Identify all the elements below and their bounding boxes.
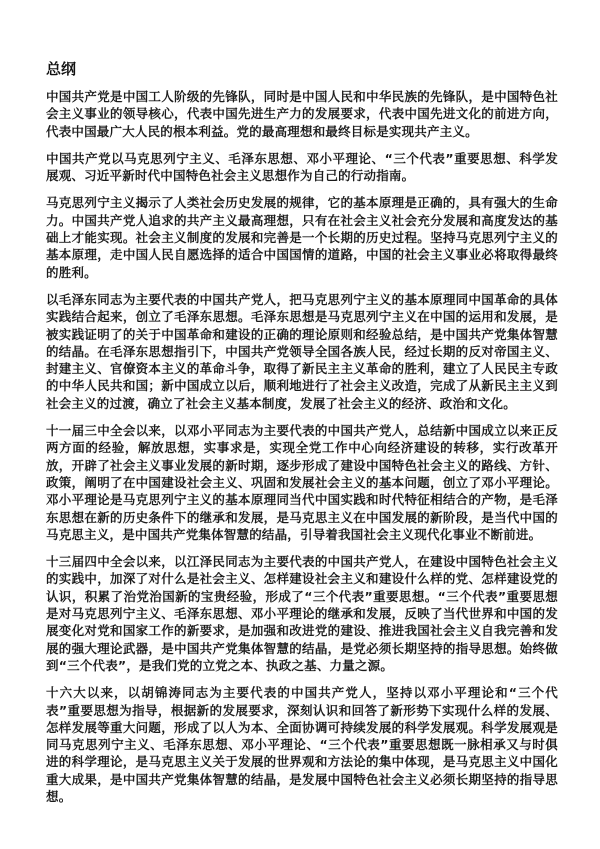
paragraph-deng-xiaoping-theory: 十一届三中全会以来，以邓小平同志为主要代表的中国共产党人，总结新中国成立以来正反两方面的经验，解放思想，实事求是，实现全党工作中心向经济建设的转移，实行改革开放，开辟了社会主义事业发展的新时期，逐步形成了建设中国特色社会主义的路线、方针、政策，阐明了在中国建设社会主义、巩固和发展社会主义的基本问题，创立了邓小平理论。邓小平理论是马克思列宁主义的基本原理同当代中国实践和时代特征相结合的产物，是毛泽东思想在新的历史条件下的继承和发展，是马克思主义在中国发展的新阶段，是当代中国的马克思主义，是中国共产党集体智慧的结晶，引导着我国社会主义现代化事业不断前进。 — [46, 423, 558, 542]
paragraph-three-represents: 十三届四中全会以来，以江泽民同志为主要代表的中国共产党人，在建设中国特色社会主义的实践中，加深了对什么是社会主义、怎样建设社会主义和建设什么样的党、怎样建设党的认识，积累了治党治国新的宝贵经验，形成了“三个代表”重要思想。“三个代表”重要思想是对马克思列宁主义、毛泽东思想、邓小平理论的继承和发展，反映了当代世界和中国的发展变化对党和国家工作的新要求，是加强和改进党的建设、推进我国社会主义自我完善和发展的强大理论武器，是中国共产党集体智慧的结晶，是党必须长期坚持的指导思想。始终做到“三个代表”，是我们党的立党之本、执政之基、力量之源。 — [46, 554, 558, 673]
paragraph-guiding-ideologies: 中国共产党以马克思列宁主义、毛泽东思想、邓小平理论、“三个代表”重要思想、科学发展观、习近平新时代中国特色社会主义思想作为自己的行动指南。 — [46, 150, 558, 184]
page-title: 总纲 — [46, 60, 77, 78]
paragraph-vanguard: 中国共产党是中国工人阶级的先锋队，同时是中国人民和中华民族的先锋队，是中国特色社会主义事业的领导核心，代表中国先进生产力的发展要求，代表中国先进文化的前进方向，代表中国最广大人民的根本利益。党的最高理想和最终目标是实现共产主义。 — [46, 89, 558, 139]
paragraph-mao-zedong-thought: 以毛泽东同志为主要代表的中国共产党人，把马克思列宁主义的基本原理同中国革命的具体实践结合起来，创立了毛泽东思想。毛泽东思想是马克思列宁主义在中国的运用和发展，是被实践证明了的关于中国革命和建设的正确的理论原则和经验总结，是中国共产党集体智慧的结晶。在毛泽东思想指引下，中国共产党领导全国各族人民，经过长期的反对帝国主义、封建主义、官僚资本主义的革命斗争，取得了新民主主义革命的胜利，建立了人民民主专政的中华人民共和国；新中国成立以后，顺利地进行了社会主义改造，完成了从新民主主义到社会主义的过渡，确立了社会主义基本制度，发展了社会主义的经济、政治和文化。 — [46, 291, 558, 411]
paragraph-marxism-leninism: 马克思列宁主义揭示了人类社会历史发展的规律，它的基本原理是正确的，具有强大的生命力。中国共产党人追求的共产主义最高理想，只有在社会主义社会充分发展和高度发达的基础上才能实现。社会主义制度的发展和完善是一个长期的历史过程。坚持马克思列宁主义的基本原理，走中国人民自愿选择的适合中国国情的道路，中国的社会主义事业必将取得最终的胜利。 — [46, 195, 558, 280]
paragraph-scientific-outlook-on-development: 十六大以来，以胡锦涛同志为主要代表的中国共产党人，坚持以邓小平理论和“三个代表”重要思想为指导，根据新的发展要求，深刻认识和回答了新形势下实现什么样的发展、怎样发展等重大问题，形成了以人为本、全面协调可持续发展的科学发展观。科学发展观是同马克思列宁主义、毛泽东思想、邓小平理论、“三个代表”重要思想既一脉相承又与时俱进的科学理论，是马克思主义关于发展的世界观和方法论的集中体现，是马克思主义中国化重大成果，是中国共产党集体智慧的结晶，是发展中国特色社会主义必须长期坚持的指导思想。 — [46, 685, 558, 804]
